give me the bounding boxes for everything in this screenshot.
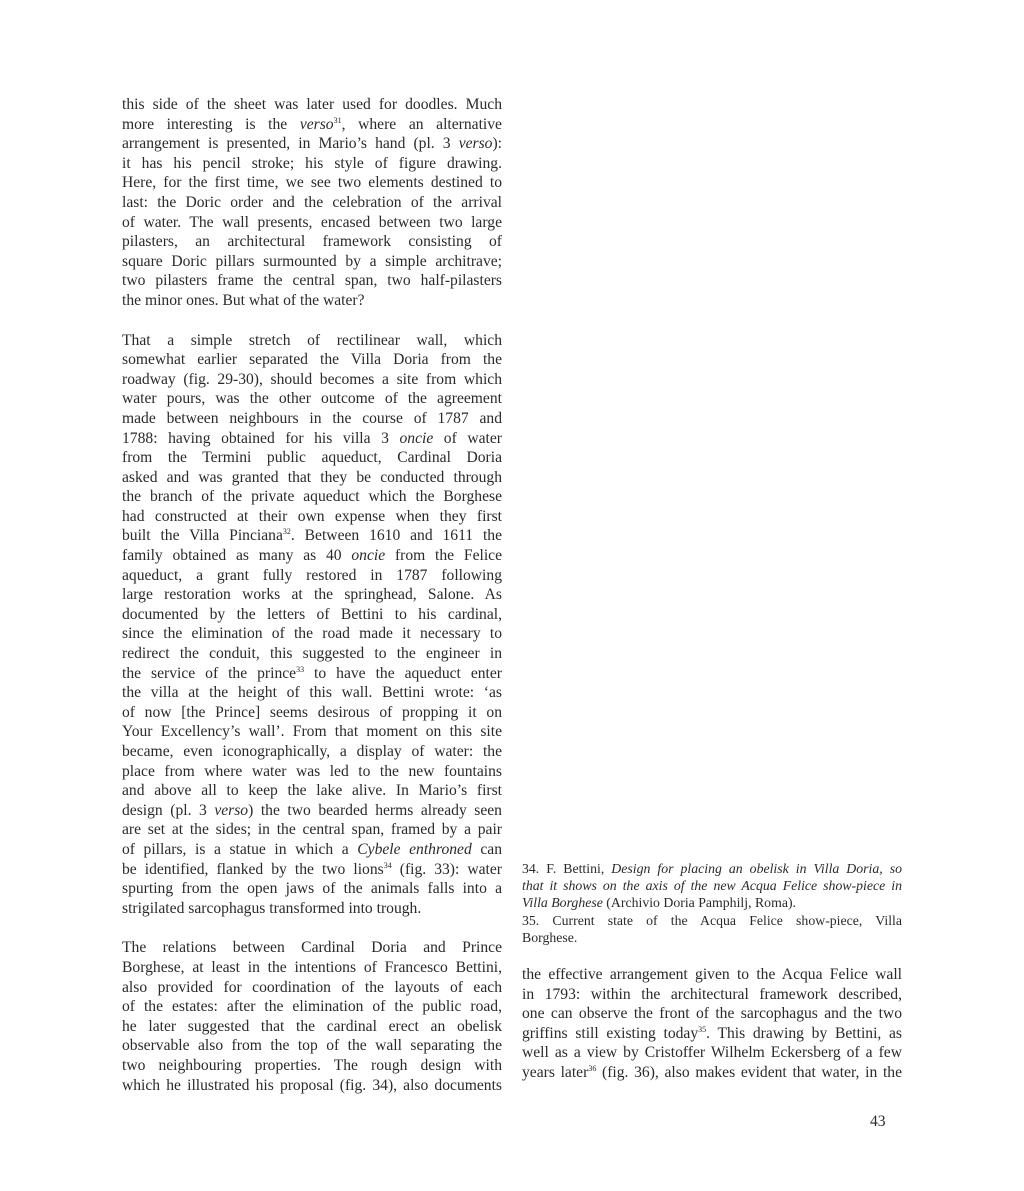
text-line: of the estates: after the elimination of the public road,: [122, 998, 502, 1016]
italic-text: Villa Borghese: [522, 895, 603, 911]
text-line: roadway (fig. 29-30), should becomes a site from which: [122, 370, 502, 388]
text-line: built the Villa Pinciana$^{32}$. Between 1610 and 1611 the: [122, 527, 503, 545]
footnote-ref: 31: [333, 115, 342, 125]
text-line: be identified, flanked by the two lions$^{34}$ (fig. 33): water: [122, 860, 502, 878]
footnote-ref: 33: [296, 664, 305, 674]
text-line: asked and was granted that they be conducted through: [122, 468, 502, 486]
text-line: since the elimination of the road made it necessary to: [122, 625, 502, 643]
text-line: 1788: having obtained for his villa 3 oncie of water: [122, 429, 502, 447]
text-line: the branch of the private aqueduct which the Borghese: [122, 488, 502, 506]
text-line: in 1793: within the architectural framework described,: [522, 985, 902, 1003]
footnote-ref: 35: [698, 1024, 707, 1034]
footnote-ref: 36: [588, 1063, 597, 1073]
text-line: Borghese, at least in the intentions of Francesco Bettini,: [122, 958, 502, 976]
text-line: which he illustrated his proposal (fig. 34), also documents: [122, 1076, 502, 1094]
text-line: of water. The wall presents, encased between two large: [122, 213, 502, 231]
text-line: it has his pencil stroke; his style of figure drawing.: [122, 154, 502, 172]
text-line: Villa Borghese (Archivio Doria Pamphilj, Roma).: [522, 895, 796, 911]
text-line: two pilasters frame the central span, two half-pilasters: [122, 272, 502, 290]
text-line: years later$^{36}$ (fig. 36), also makes evident that water, in the: [522, 1063, 903, 1081]
italic-text: Design for placing an obelisk in Villa Doria, so: [611, 861, 902, 876]
text-line: of pillars, is a statue in which a Cybele enthroned can: [122, 840, 502, 858]
text-line: 35. Current state of the Acqua Felice show-piece, Villa: [522, 912, 902, 928]
text-line: The relations between Cardinal Doria and Prince: [122, 939, 502, 957]
text-line: Here, for the first time, we see two elements destined to: [122, 174, 502, 192]
text-line: 34. F. Bettini, Design for placing an obelisk in Villa Doria, so: [522, 861, 902, 876]
text-line: griffins still existing today$^{35}$. This drawing by Bettini, as: [522, 1024, 902, 1042]
italic-text: verso: [458, 135, 493, 153]
figure-captions: [522, 860, 902, 946]
text-line: [522, 877, 902, 894]
text-line: also provided for coordination of the layouts of each: [122, 978, 502, 996]
text-line: square Doric pillars surmounted by a simple architrave;: [122, 252, 502, 270]
text-line: from the Termini public aqueduct, Cardinal Doria: [122, 449, 502, 467]
text-line: strigilated sarcophagus transformed into trough.: [122, 899, 422, 917]
text-line: water pours, was the other outcome of the agreement: [122, 390, 502, 408]
text-line: redirect the conduit, this suggested to the engineer in: [122, 645, 502, 663]
text-line: the minor ones. But what of the water?: [122, 291, 365, 309]
text-line: spurting from the open jaws of the animals falls into a: [122, 880, 502, 898]
text-line: somewhat earlier separated the Villa Doria from the: [122, 351, 502, 369]
text-line: this side of the sheet was later used for doodles. Much: [122, 96, 502, 113]
italic-text: verso: [214, 801, 249, 819]
text-line: are set at the sides; in the central span, framed by a pair: [122, 821, 502, 839]
text-line: the villa at the height of this wall. Bettini wrote: ‘as: [122, 684, 502, 702]
text-line: Borghese.: [522, 929, 578, 945]
paragraph: [122, 95, 502, 311]
italic-text: that it shows on the axis of the new Acqua Felice show-piece in: [522, 878, 902, 894]
text-line: became, even iconographically, a display of water: the: [122, 743, 502, 760]
right-text-column: [522, 965, 902, 1083]
text-line: made between neighbours in the course of 1787 and: [122, 409, 502, 427]
text-line: documented by the letters of Bettini to his cardinal,: [122, 605, 502, 623]
text-line: family obtained as many as 40 oncie from the Felice: [122, 547, 502, 565]
paragraph: [522, 912, 902, 946]
text-line: he later suggested that the cardinal erect an obelisk: [122, 1017, 502, 1035]
text-line: observable also from the top of the wall separating the: [122, 1037, 502, 1055]
text-line: had constructed at their own expense when they first: [122, 507, 502, 525]
text-line: of now [the Prince] seems desirous of propping it on: [122, 703, 502, 721]
text-line: place from where water was led to the new fountains: [122, 762, 502, 780]
text-line: That a simple stretch of rectilinear wall, which: [122, 331, 502, 349]
text-line: one can observe the front of the sarcophagus and the two: [522, 1005, 902, 1023]
paragraph: [122, 938, 502, 1095]
italic-text: oncie: [351, 547, 386, 565]
text-line: and above all to keep the lake alive. In Mario’s first: [122, 782, 502, 800]
text-line: aqueduct, a grant fully restored in 1787 following: [122, 566, 502, 584]
italic-text: Cybele enthroned: [357, 840, 472, 858]
text-line: Your Excellency’s wall’. From that moment on this site: [122, 723, 502, 741]
text-line: the service of the prince$^{33}$ to have the aqueduct enter: [122, 664, 502, 682]
paragraph: [122, 331, 502, 919]
text-line: arrangement is presented, in Mario’s hand (pl. 3 verso):: [122, 135, 502, 153]
text-line: more interesting is the verso$^{31}$, where an alternative: [122, 115, 502, 133]
text-line: well as a view by Cristoffer Wilhelm Eckersberg of a few: [522, 1044, 902, 1062]
text-line: pilasters, an architectural framework consisting of: [122, 233, 502, 251]
text-line: the effective arrangement given to the Acqua Felice wall: [522, 966, 902, 983]
page-number: 43: [870, 1113, 886, 1130]
text-line: two neighbouring properties. The rough design with: [122, 1056, 502, 1074]
italic-text: verso: [299, 115, 334, 133]
text-line: large restoration works at the springhead, Salone. As: [122, 586, 502, 604]
paragraph: [522, 860, 902, 912]
text-line: design (pl. 3 verso) the two bearded herms already seen: [122, 801, 502, 819]
left-text-column: [122, 95, 502, 1095]
footnote-ref: 34: [383, 860, 392, 870]
italic-text: oncie: [399, 429, 434, 447]
paragraph: [522, 965, 902, 1083]
text-line: last: the Doric order and the celebration of the arrival: [122, 193, 502, 211]
footnote-ref: 32: [282, 527, 291, 537]
